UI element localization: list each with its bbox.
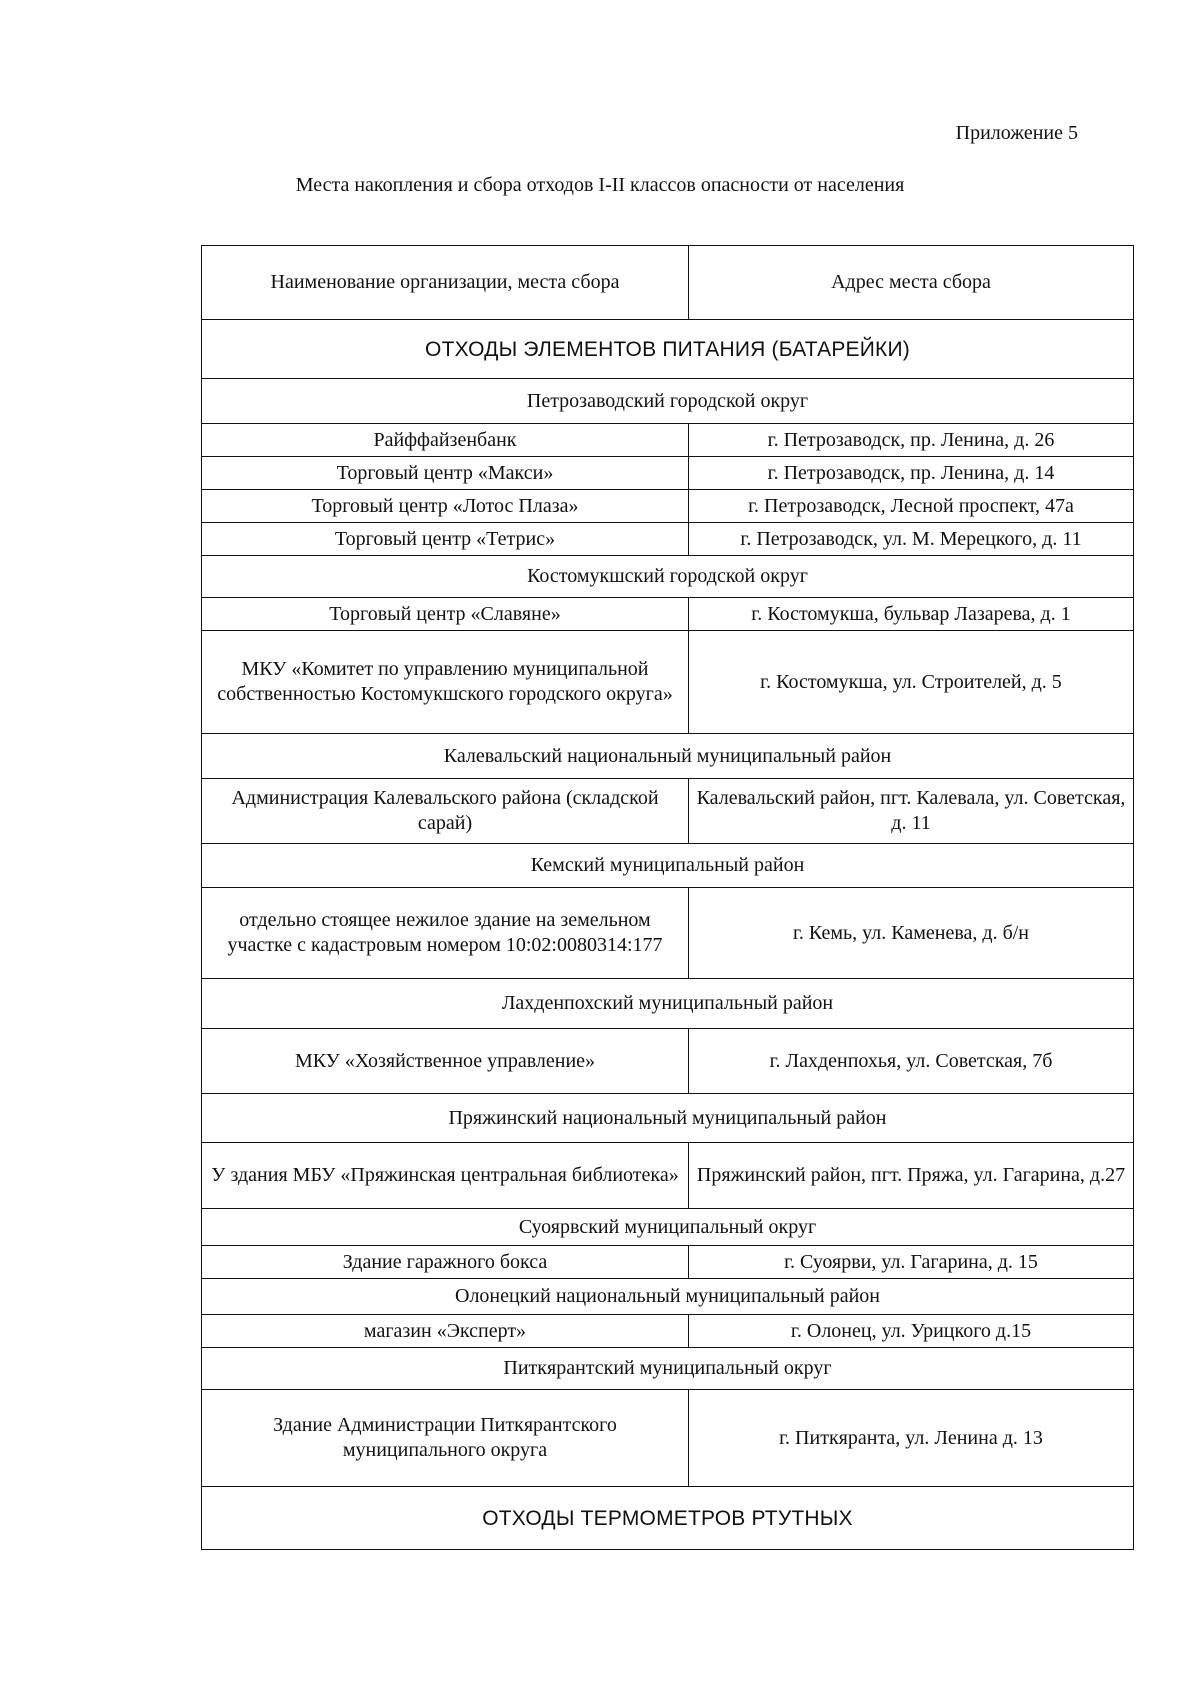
region-row [202, 1209, 1134, 1246]
collection-address: г. Суоярви, ул. Гагарина, д. 15 [689, 1246, 1134, 1279]
region-row [202, 556, 1134, 598]
collection-address: г. Петрозаводск, ул. М. Мерецкого, д. 11 [689, 523, 1134, 556]
organization-name: МКУ «Комитет по управлению муниципальной собственностью Костомукшского городского округа» [202, 631, 689, 734]
section-title-batteries: ОТХОДЫ ЭЛЕМЕНТОВ ПИТАНИЯ (БАТАРЕЙКИ) [202, 320, 1134, 379]
organization-name: отдельно стоящее нежилое здание на земельном участке с кадастровым номером 10:02:0080314:177 [202, 888, 689, 979]
collection-address: г. Петрозаводск, пр. Ленина, д. 26 [689, 424, 1134, 457]
region-title: Суоярвский муниципальный округ [202, 1209, 1134, 1246]
organization-name: Торговый центр «Тетрис» [202, 523, 689, 556]
table-row [202, 490, 1134, 523]
table-row [202, 457, 1134, 490]
table-row [202, 779, 1134, 844]
document-title: Места накопления и сбора отходов I-II классов опасности от населения [295, 174, 905, 196]
organization-name: У здания МБУ «Пряжинская центральная библиотека» [202, 1143, 689, 1209]
table-row [202, 1143, 1134, 1209]
table-row [202, 888, 1134, 979]
region-title: Питкярантский муниципальный округ [202, 1348, 1134, 1390]
table-row [202, 1246, 1134, 1279]
organization-name: Здание гаражного бокса [202, 1246, 689, 1279]
organization-name: Торговый центр «Макси» [202, 457, 689, 490]
table-header-row [202, 246, 1134, 320]
section-row [202, 320, 1134, 379]
collection-address: г. Костомукша, ул. Строителей, д. 5 [689, 631, 1134, 734]
collection-address: г. Олонец, ул. Урицкого д.15 [689, 1315, 1134, 1348]
table-row [202, 598, 1134, 631]
appendix-label: Приложение 5 [955, 122, 1078, 144]
region-row [202, 379, 1134, 424]
header-address: Адрес места сбора [689, 246, 1134, 320]
organization-name: Торговый центр «Славяне» [202, 598, 689, 631]
organization-name: магазин «Эксперт» [202, 1315, 689, 1348]
section-title-thermometers: ОТХОДЫ ТЕРМОМЕТРОВ РТУТНЫХ [202, 1487, 1134, 1550]
collection-address: г. Петрозаводск, Лесной проспект, 47а [689, 490, 1134, 523]
region-title: Пряжинский национальный муниципальный район [202, 1094, 1134, 1143]
collection-address: Калевальский район, пгт. Калевала, ул. Советская, д. 11 [689, 779, 1134, 844]
collection-points-table [201, 245, 1134, 1550]
table-row [202, 1029, 1134, 1094]
table-row [202, 424, 1134, 457]
region-row [202, 979, 1134, 1029]
collection-address: Пряжинский район, пгт. Пряжа, ул. Гагарина, д.27 [689, 1143, 1134, 1209]
region-title: Калевальский национальный муниципальный район [202, 734, 1134, 779]
table-row [202, 523, 1134, 556]
section-row [202, 1487, 1134, 1550]
organization-name: Райффайзенбанк [202, 424, 689, 457]
region-title: Костомукшский городской округ [202, 556, 1134, 598]
header-organization: Наименование организации, места сбора [202, 246, 689, 320]
region-row [202, 734, 1134, 779]
collection-address: г. Питкяранта, ул. Ленина д. 13 [689, 1390, 1134, 1487]
region-title: Лахденпохский муниципальный район [202, 979, 1134, 1029]
region-title: Олонецкий национальный муниципальный район [202, 1279, 1134, 1315]
table-row [202, 1315, 1134, 1348]
collection-address: г. Петрозаводск, пр. Ленина, д. 14 [689, 457, 1134, 490]
organization-name: Администрация Калевальского района (складской сарай) [202, 779, 689, 844]
organization-name: МКУ «Хозяйственное управление» [202, 1029, 689, 1094]
region-row [202, 1348, 1134, 1390]
organization-name: Торговый центр «Лотос Плаза» [202, 490, 689, 523]
region-row [202, 844, 1134, 888]
collection-address: г. Костомукша, бульвар Лазарева, д. 1 [689, 598, 1134, 631]
region-row [202, 1094, 1134, 1143]
table-row [202, 1390, 1134, 1487]
organization-name: Здание Администрации Питкярантского муниципального округа [202, 1390, 689, 1487]
collection-address: г. Кемь, ул. Каменева, д. б/н [689, 888, 1134, 979]
table-row [202, 631, 1134, 734]
collection-address: г. Лахденпохья, ул. Советская, 7б [689, 1029, 1134, 1094]
region-title: Петрозаводский городской округ [202, 379, 1134, 424]
region-title: Кемский муниципальный район [202, 844, 1134, 888]
region-row [202, 1279, 1134, 1315]
